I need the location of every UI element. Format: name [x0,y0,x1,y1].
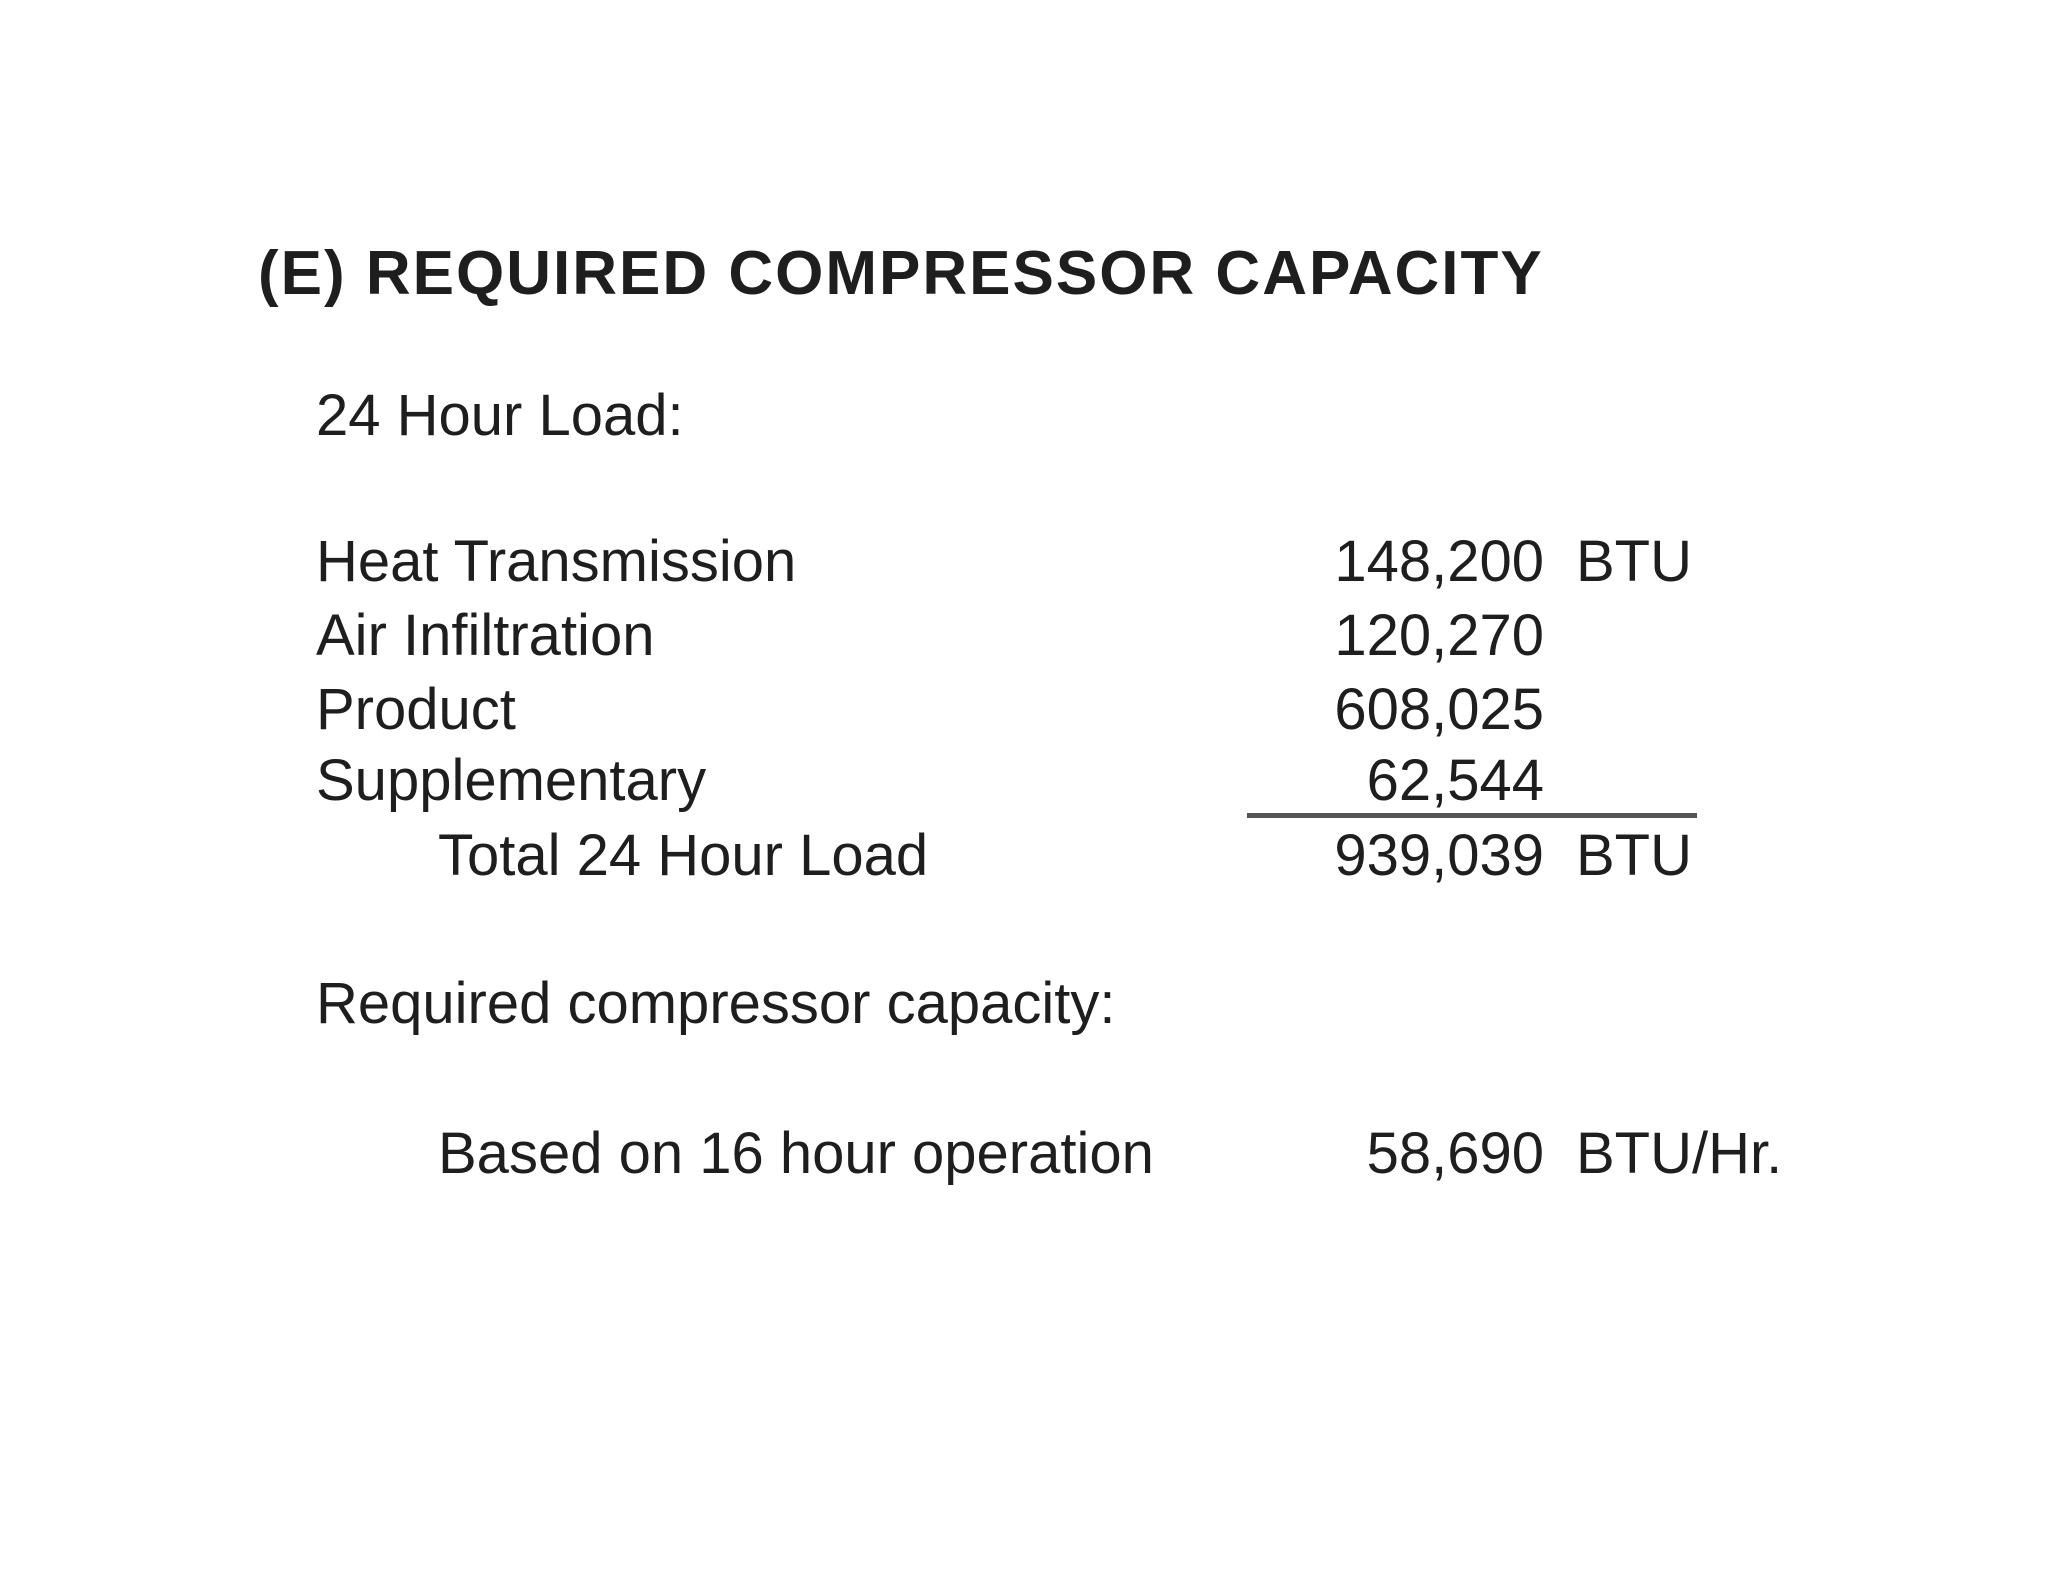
capacity-unit: BTU/Hr. [1576,1121,1783,1186]
total-value: 939,039 [1334,823,1544,888]
load-row-supplementary [316,747,1736,819]
load-label: Air Infiltration [316,603,655,668]
load-value: 148,200 [1334,529,1544,594]
load-row-product [316,676,1736,748]
load-label: Supplementary [316,748,707,813]
total-label: Total 24 Hour Load [438,823,929,888]
load-value: 608,025 [1334,677,1544,742]
sum-divider-line [1247,813,1697,818]
load-label: Product [316,677,516,742]
capacity-heading: Required compressor capacity: [316,971,1116,1036]
load-unit: BTU [1576,529,1692,594]
capacity-label: Based on 16 hour operation [438,1121,1154,1186]
load-label: Heat Transmission [316,529,797,594]
total-unit: BTU [1576,823,1692,888]
load-row-heat-transmission [316,528,1736,600]
load-value: 120,270 [1334,603,1544,668]
load-value: 62,544 [1366,748,1544,813]
total-load-row [316,822,1736,894]
section-heading: (E) REQUIRED COMPRESSOR CAPACITY [258,239,1544,308]
capacity-value: 58,690 [1366,1121,1544,1186]
load-heading: 24 Hour Load: [316,383,684,448]
load-row-air-infiltration [316,602,1736,674]
capacity-row [316,1120,1783,1192]
